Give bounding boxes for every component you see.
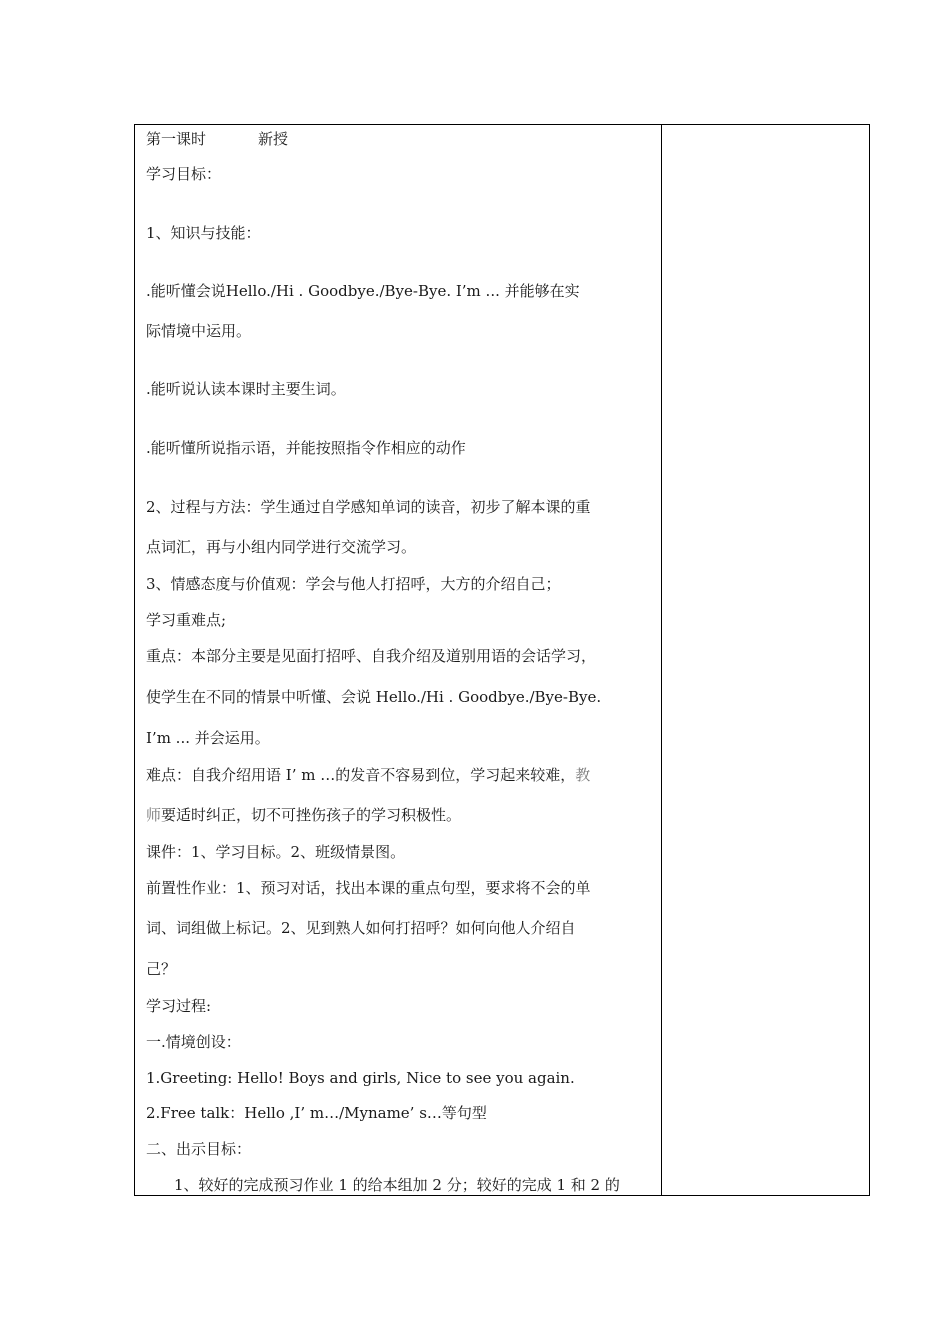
objective-process-method: 2、过程与方法：学生通过自学感知单词的读音，初步了解本课的重 — [146, 498, 591, 516]
objective-attitude-values: 3、情感态度与价值观：学会与他人打招呼，大方的介绍自己； — [146, 575, 561, 593]
lesson-type: 新授 — [258, 130, 289, 148]
preview-homework-end: 己？ — [146, 960, 177, 978]
difficult-point-head: 师 — [146, 806, 162, 824]
heading-learning-process: 学习过程: — [146, 997, 212, 1015]
scoring-rule-text: 1、较好的完成预习作业 1 的给本组加 2 分；较好的完成 1 和 2 的 — [174, 1176, 620, 1194]
difficult-point-rest: 要适时纠正，切不可挫伤孩子的学习积极性。 — [161, 806, 462, 824]
key-point-text-end: I’m ... 并会运用。 — [146, 729, 270, 747]
key-point-text-cont: 使学生在不同的情景中听懂、会说 Hello./Hi . Goodbye./Bye-Bye. — [146, 688, 602, 706]
courseware-text: 课件：1、学习目标。2、班级情景图。 — [146, 843, 406, 861]
difficult-point-tail: 教 — [575, 766, 591, 784]
objective-item-1: .能听懂会说Hello./Hi . Goodbye./Bye-Bye. I’m ... 并能够在实 — [146, 282, 580, 300]
preview-homework-cont: 词、词组做上标记。2、见到熟人如何打招呼？如何向他人介绍自 — [146, 919, 576, 937]
step-greeting: 1.Greeting: Hello! Boys and girls, Nice to see you again. — [146, 1069, 575, 1087]
difficult-point-main: 难点：自我介绍用语 I’ m …的发音不容易到位，学习起来较难， — [146, 766, 576, 784]
objective-knowledge-skills: 1、知识与技能： — [146, 224, 261, 242]
lesson-plan-table — [134, 124, 870, 1196]
difficult-point-text — [146, 765, 658, 785]
key-point-text: 重点：本部分主要是见面打招呼、自我介绍及道别用语的会话学习， — [146, 647, 597, 665]
step-show-objectives: 二、出示目标： — [146, 1140, 252, 1158]
column-divider — [661, 125, 662, 1195]
step-free-talk: 2.Free talk：Hello ,I’ m…/Myname’ s…等句型 — [146, 1104, 487, 1122]
heading-learning-objectives: 学习目标： — [146, 165, 222, 183]
lesson-period: 第一课时 — [146, 130, 207, 148]
heading-key-difficult-points: 学习重难点; — [146, 611, 227, 629]
lesson-header — [146, 129, 658, 149]
difficult-point-text-cont — [146, 805, 658, 825]
objective-item-1-cont: 际情境中运用。 — [146, 322, 252, 340]
preview-homework-text: 前置性作业：1、预习对话，找出本课的重点句型，要求将不会的单 — [146, 879, 591, 897]
objective-process-method-cont: 点词汇，再与小组内同学进行交流学习。 — [146, 538, 417, 556]
objective-item-3: .能听懂所说指示语，并能按照指令作相应的动作 — [146, 439, 466, 457]
step-situation-setup: 一.情境创设： — [146, 1033, 241, 1051]
objective-item-2: .能听说认读本课时主要生词。 — [146, 380, 346, 398]
